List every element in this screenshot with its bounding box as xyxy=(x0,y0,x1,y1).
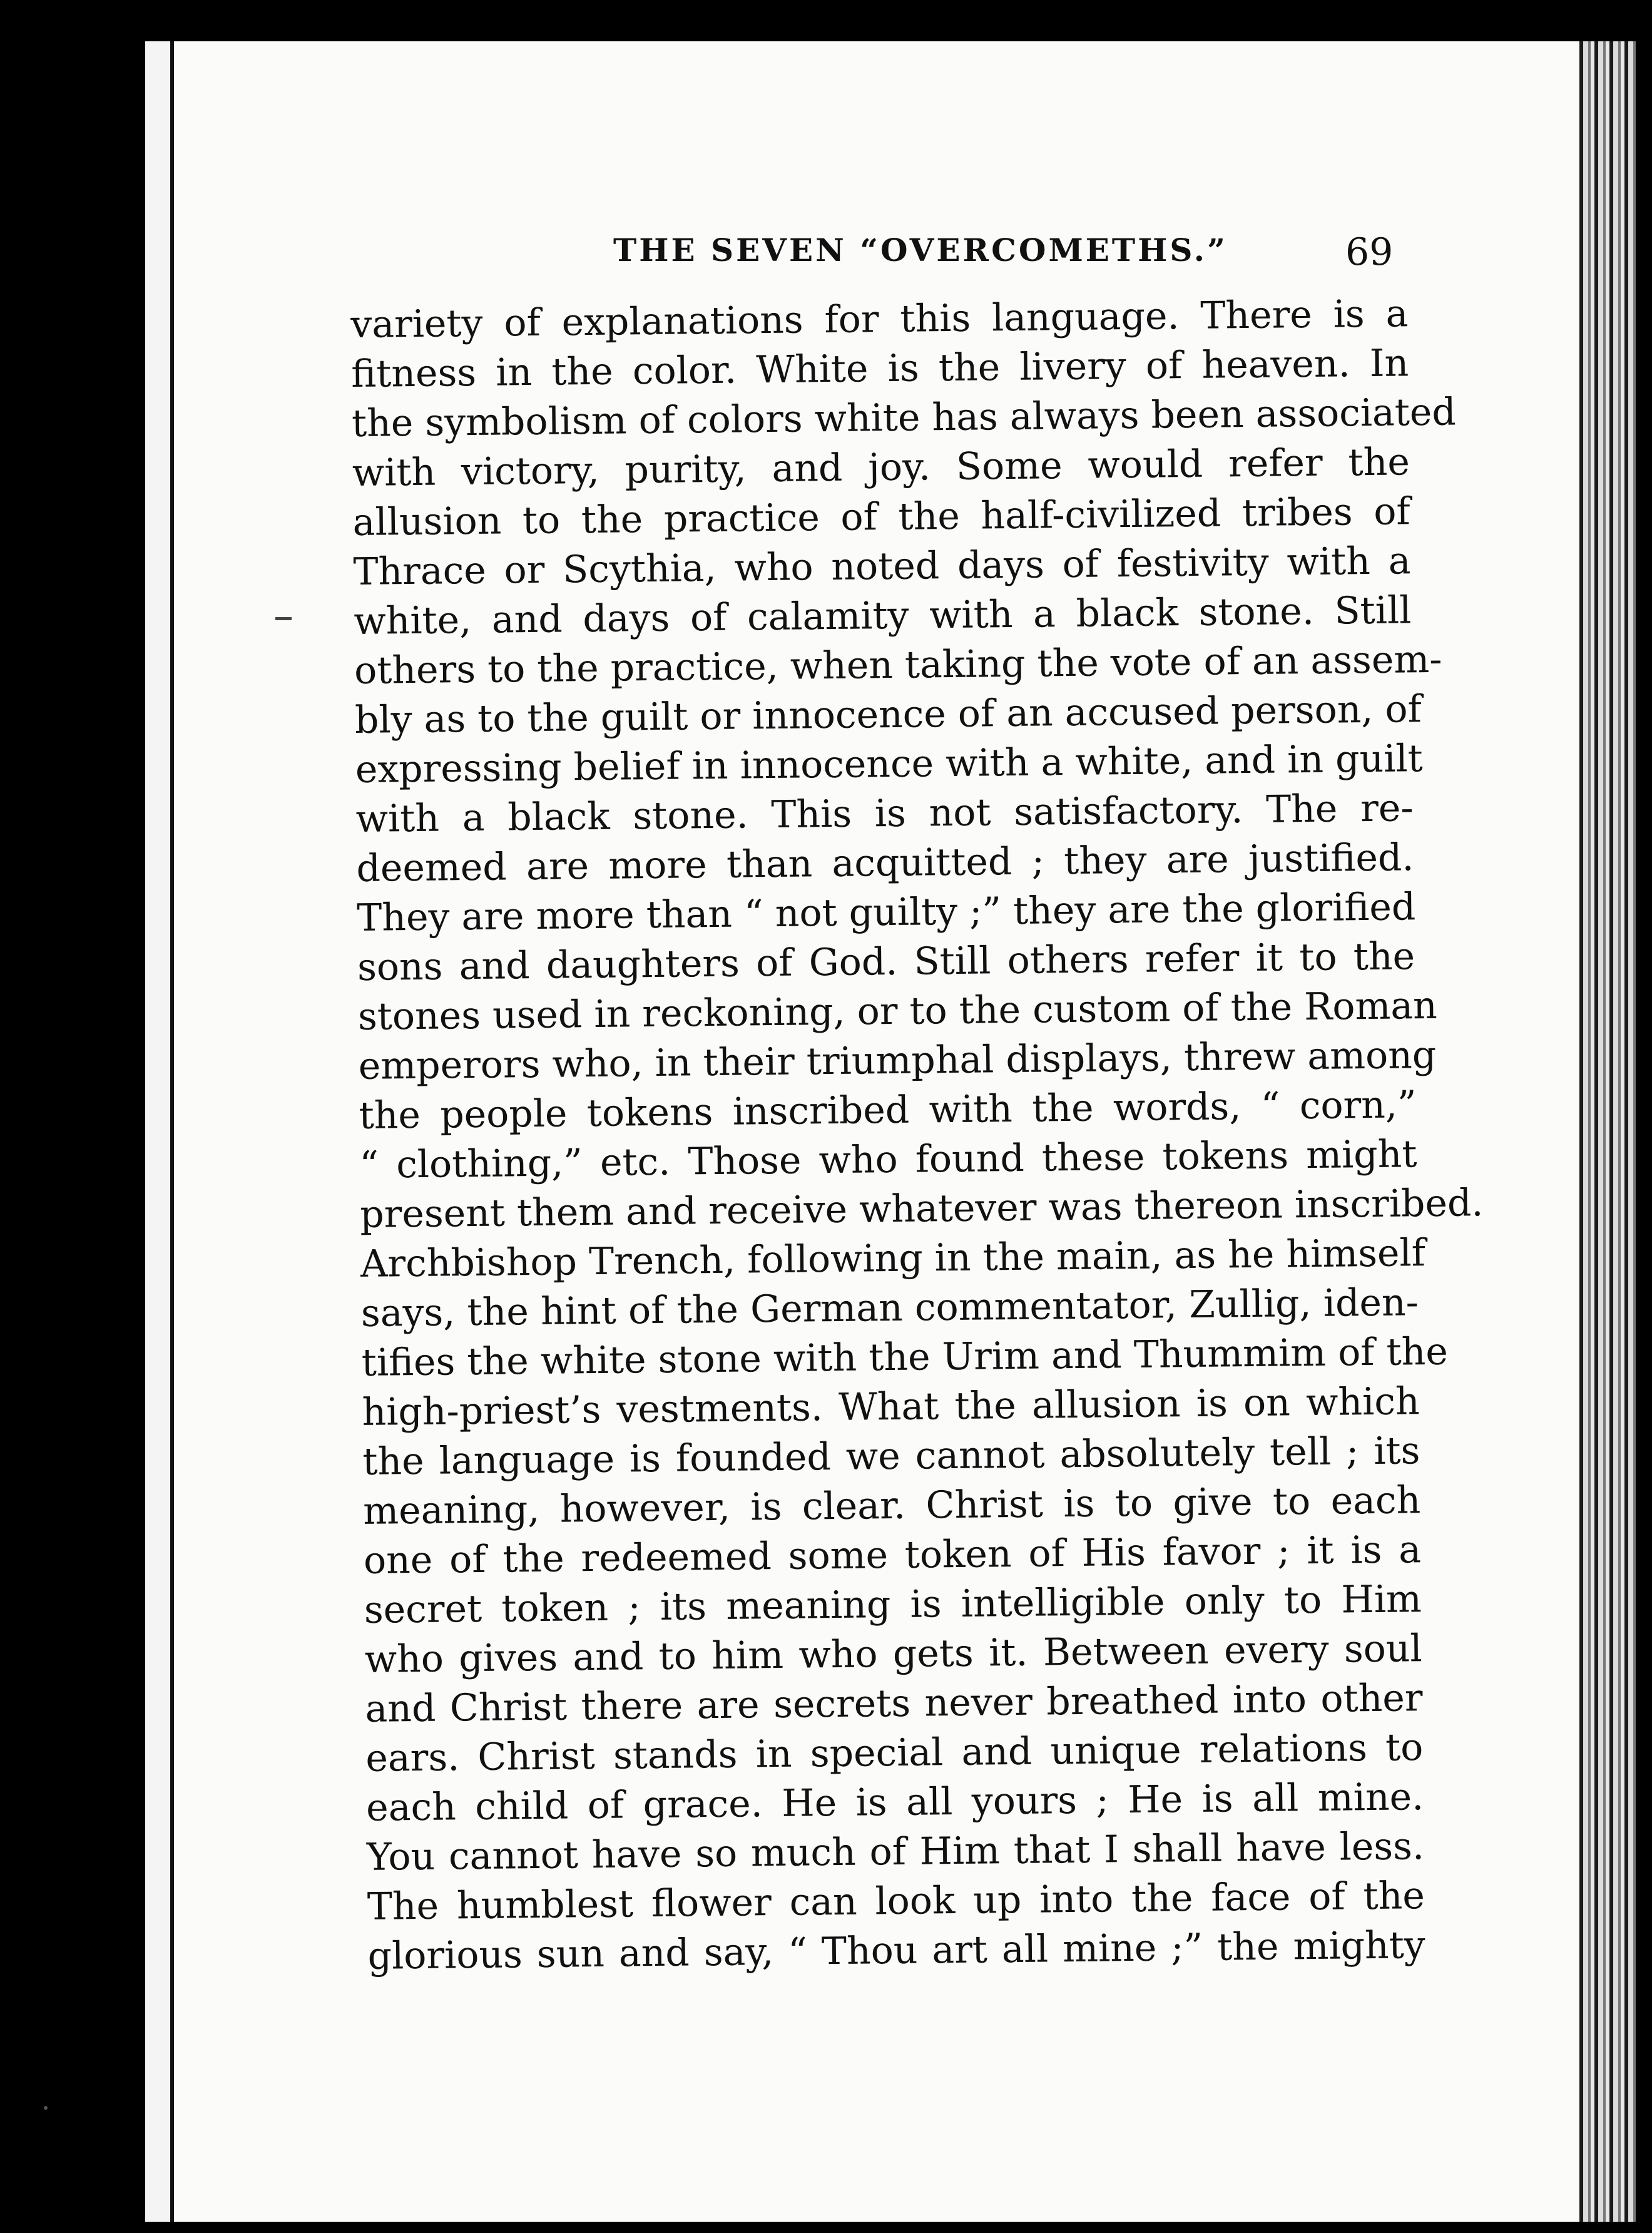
text-line: high-priest’s vestments. What the allusion is on which xyxy=(362,1379,1420,1434)
text-line: the language is founded we cannot absolutely tell ; its xyxy=(362,1429,1420,1484)
text-line: tifies the white stone with the Urim and Thummim of the xyxy=(361,1329,1449,1385)
text-line: secret token ; its meaning is intelligible only to Him xyxy=(364,1577,1422,1632)
text-line: with victory, purity, and joy. Some would refer the xyxy=(352,440,1410,495)
text-line: expressing belief in innocence with a white, and in guilt xyxy=(355,737,1424,792)
text-line: glorious sun and say, “ Thou art all mine ;” the mighty xyxy=(367,1923,1425,1978)
scan-border-right xyxy=(1636,0,1652,2233)
text-line: deemed are more than acquitted ; they are justified. xyxy=(356,835,1414,891)
text-line: one of the redeemed some token of His favor ; it is a xyxy=(363,1528,1422,1583)
text-line: present them and receive whatever was thereon inscribed. xyxy=(359,1181,1484,1237)
margin-speck xyxy=(44,2106,48,2110)
text-line: white, and days of calamity with a black stone. Still xyxy=(354,588,1412,643)
text-line: allusion to the practice of the half-civilized tribes of xyxy=(352,489,1410,544)
text-line: fitness in the color. White is the livery of heaven. In xyxy=(350,341,1409,396)
text-line: the symbolism of colors white has always been associated xyxy=(351,390,1457,446)
margin-mark xyxy=(275,617,292,620)
scan-border-top xyxy=(0,0,1652,41)
text-line: who gives and to him who gets it. Between every soul xyxy=(364,1627,1423,1682)
text-line: bly as to the guilt or innocence of an accused person, of xyxy=(354,687,1422,742)
text-line: others to the practice, when taking the vote of an assem- xyxy=(354,637,1442,693)
text-line: with a black stone. This is not satisfactory. The re- xyxy=(355,786,1414,841)
body-text xyxy=(350,289,1484,1981)
scan-border-bottom xyxy=(0,2222,1652,2233)
page-edges xyxy=(1579,41,1636,2222)
text-line: and Christ there are secrets never breathed into other xyxy=(365,1676,1423,1731)
text-line: sons and daughters of God. Still others refer it to the xyxy=(357,934,1415,989)
text-line: ears. Christ stands in special and unique relations to xyxy=(365,1725,1424,1781)
text-line: Thrace or Scythia, who noted days of festivity with a xyxy=(353,539,1411,594)
page-number: 69 xyxy=(1345,230,1394,274)
text-line: “ clothing,” etc. Those who found these tokens might xyxy=(359,1132,1417,1187)
scan-border-left xyxy=(0,0,145,2233)
text-line: You cannot have so much of Him that I shall have less. xyxy=(366,1824,1425,1879)
text-line: the people tokens inscribed with the words, “ corn,” xyxy=(359,1083,1417,1138)
text-line: They are more than “ not guilty ;” they are the glorified xyxy=(356,885,1416,940)
gutter-edge xyxy=(145,41,174,2222)
text-line: variety of explanations for this language. There is a xyxy=(350,292,1409,347)
running-title: THE SEVEN “OVERCOMETHS.” xyxy=(613,232,1228,268)
text-line: meaning, however, is clear. Christ is to give to each xyxy=(362,1478,1421,1533)
text-line: The humblest flower can look up into the face of the xyxy=(367,1874,1425,1929)
text-line: says, the hint of the German commentator, Zullig, iden- xyxy=(360,1280,1419,1336)
text-line: Archbishop Trench, following in the main, as he himself xyxy=(360,1231,1426,1286)
text-line: each child of grace. He is all yours ; He is all mine. xyxy=(365,1775,1424,1830)
text-line: stones used in reckoning, or to the custom of the Roman xyxy=(357,983,1438,1039)
text-line: emperors who, in their triumphal displays, threw among xyxy=(358,1033,1437,1088)
